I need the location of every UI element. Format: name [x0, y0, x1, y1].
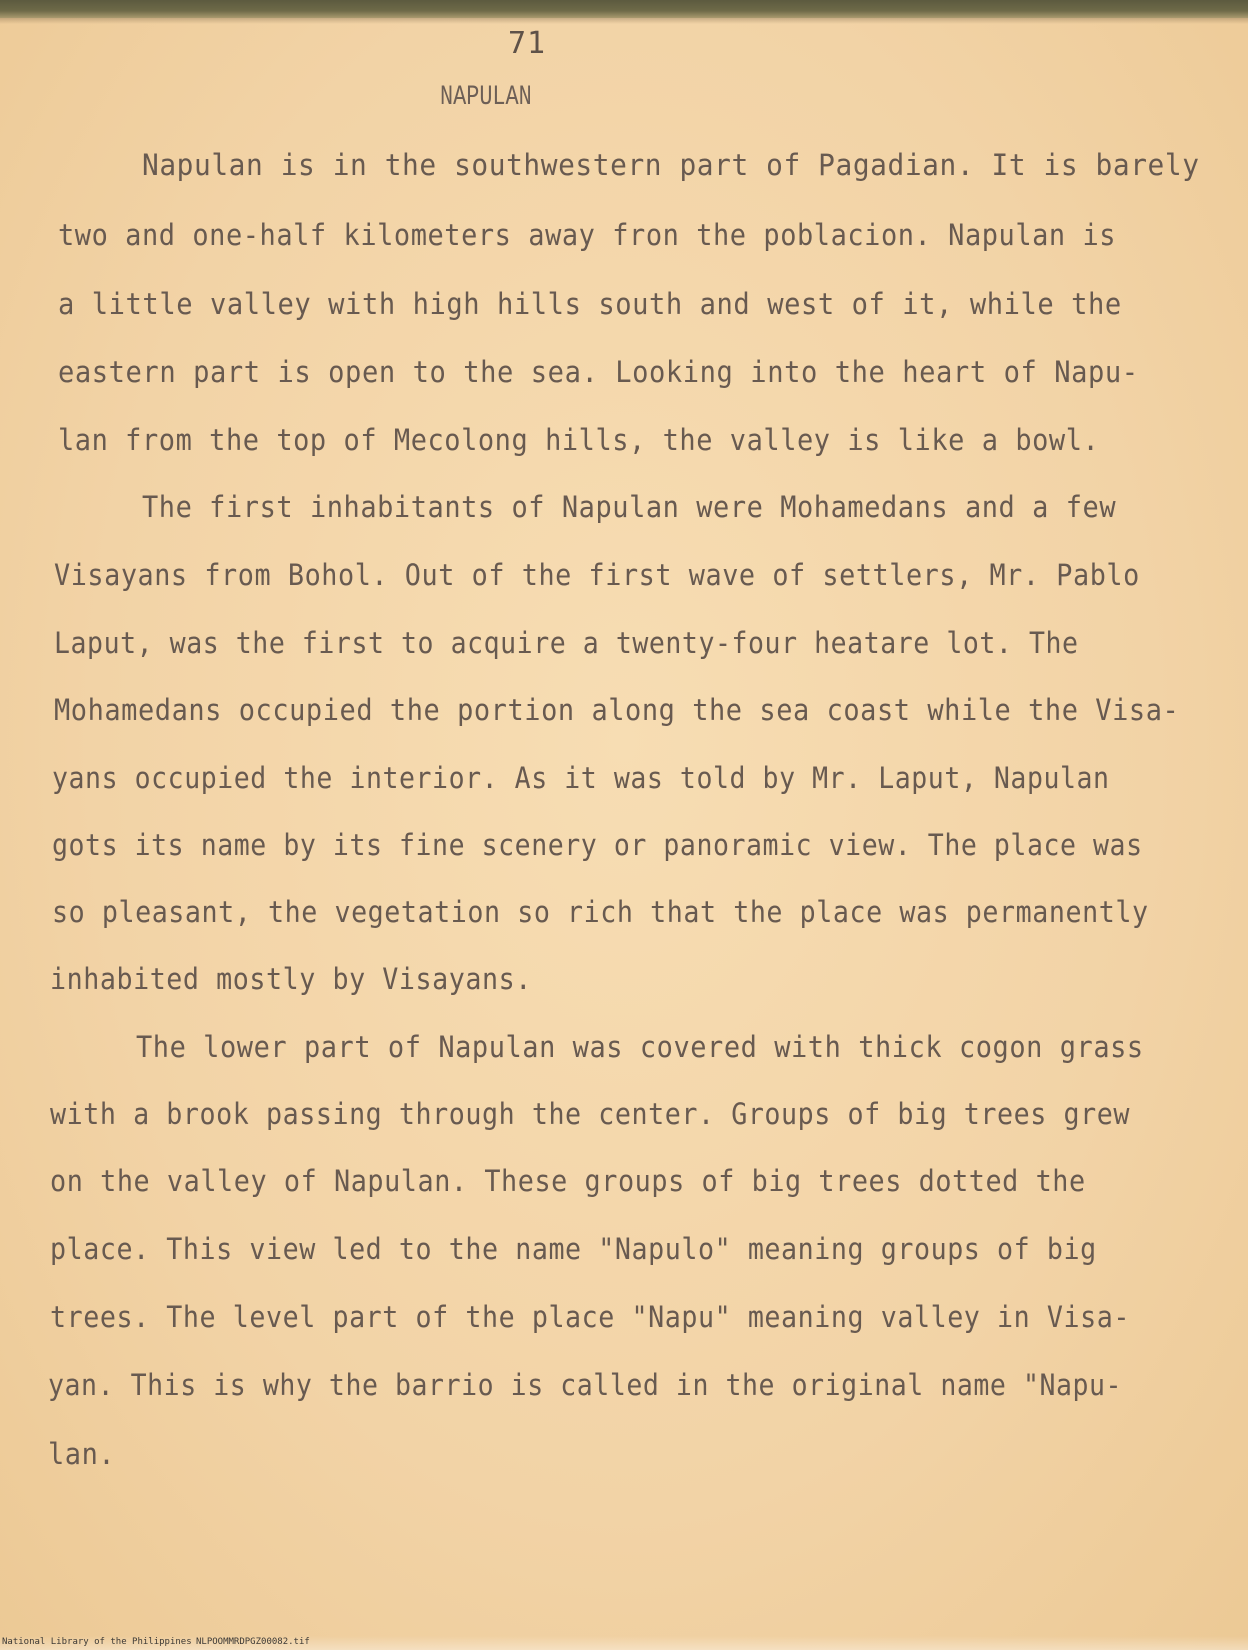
text-line: on the valley of Napulan. These groups of big trees dotted the — [50, 1164, 1086, 1198]
text-line: lan. — [48, 1437, 116, 1471]
text-line: lan from the top of Mecolong hills, the valley is like a bowl. — [58, 423, 1100, 457]
text-line: The lower part of Napulan was covered with thick cogon grass — [136, 1030, 1144, 1064]
text-line: yan. This is why the barrio is called in the original name "Napu- — [48, 1368, 1123, 1402]
text-line: so pleasant, the vegetation so rich that the place was permanently — [52, 895, 1149, 929]
text-line: Visayans from Bohol. Out of the first wave of settlers, Mr. Pablo — [54, 558, 1140, 592]
text-line: Laput, was the first to acquire a twenty-four heatare lot. The — [54, 626, 1079, 660]
text-line: Napulan is in the southwestern part of Pagadian. It is barely — [142, 148, 1200, 182]
page-number: 71 — [508, 26, 547, 61]
scan-edge-shadow — [0, 18, 1248, 24]
text-line: gots its name by its fine scenery or panoramic view. The place was — [52, 828, 1143, 862]
text-line: with a brook passing through the center. Groups of big trees grew — [50, 1097, 1130, 1131]
text-line: a little valley with high hills south and west of it, while the — [58, 287, 1122, 321]
text-line: eastern part is open to the sea. Looking into the heart of Napu- — [58, 355, 1139, 389]
text-line: two and one-half kilometers away fron the poblacion. Napulan is — [58, 218, 1117, 252]
text-line: inhabited mostly by Visayans. — [50, 962, 532, 996]
footer-filename: NLPOOMMRDPGZ00082.tif — [196, 1637, 310, 1647]
page-title: NAPULAN — [440, 82, 532, 113]
scan-top-edge — [0, 0, 1248, 18]
scan-footer — [0, 1636, 1248, 1650]
text-line: trees. The level part of the place "Napu" meaning valley in Visa- — [50, 1300, 1130, 1334]
footer-library: National Library of the Philippines — [2, 1637, 192, 1647]
text-line: place. This view led to the name "Napulo" meaning groups of big — [50, 1232, 1097, 1266]
text-line: The first inhabitants of Napulan were Mohamedans and a few — [142, 490, 1117, 524]
text-line: yans occupied the interior. As it was told by Mr. Laput, Napulan — [52, 761, 1110, 795]
text-line: Mohamedans occupied the portion along the sea coast while the Visa- — [54, 693, 1180, 727]
